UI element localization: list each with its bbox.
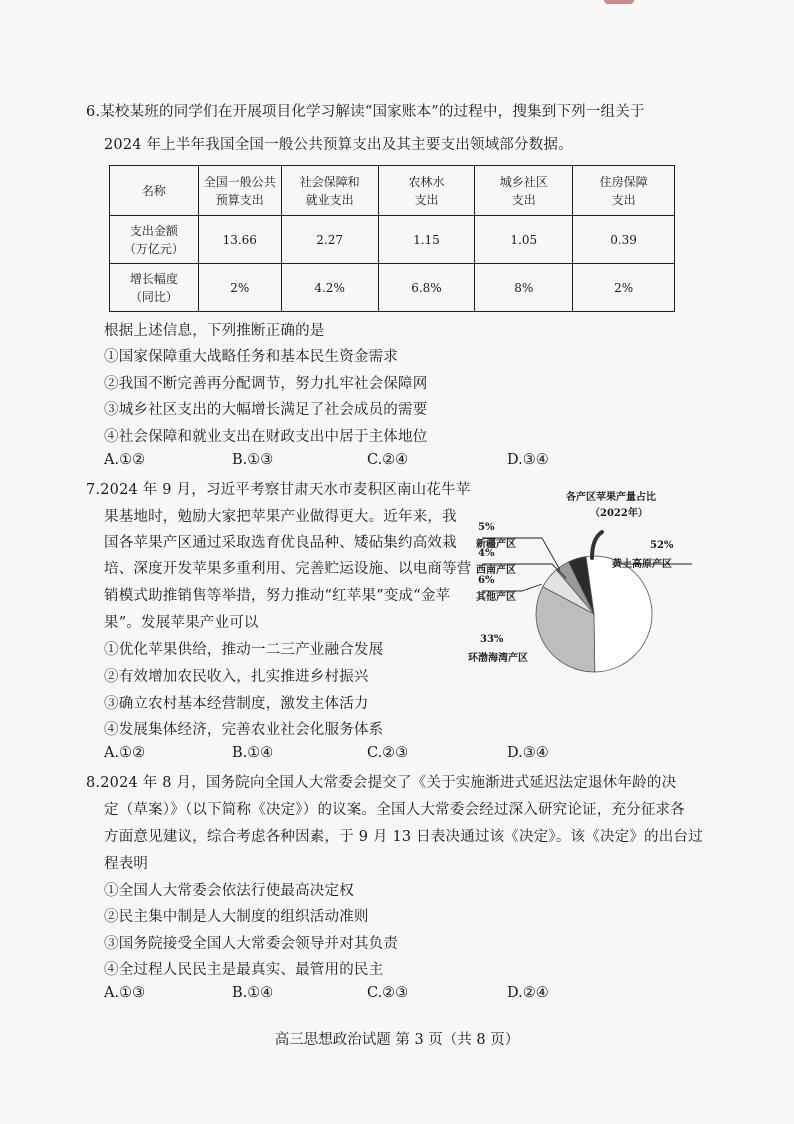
table-header-cell: 社会保障和 就业支出 (281, 166, 378, 216)
chart-title: 各产区苹果产量占比 (566, 492, 656, 503)
table-header-cell: 城乡社区 支出 (475, 166, 573, 216)
table-header-cell: 农林水 支出 (378, 166, 475, 216)
q7-stem-line-3: 国各苹果产区通过采取选育优良品种、矮砧集约高效栽 (104, 535, 457, 551)
label-loess-name: 黄土高原产区 (612, 559, 672, 570)
q8-item-4: ④全过程人民民主是最真实、最管用的民主 (104, 962, 384, 978)
q7-stem-line-5: 销模式助推销售等举措，努力推动“红苹果”变成“金苹 (104, 588, 451, 604)
option-d[interactable]: D.③④ (507, 452, 549, 468)
option-a[interactable]: A.①② (104, 452, 146, 468)
q6-data-table (109, 165, 675, 312)
option-b[interactable]: B.①④ (232, 745, 274, 761)
q8-stem-line-2: 定（草案）》（以下简称《决定》）的议案。全国人大常委会经过深入研究论证，充分征求各 (104, 802, 685, 818)
table-cell: 1.05 (475, 216, 573, 264)
q8-item-1: ①全国人大常委会依法行使最高决定权 (104, 883, 354, 899)
chart-subtitle: （2022年） (590, 508, 648, 519)
option-c[interactable]: C.②③ (367, 985, 409, 1001)
q6-item-1: ①国家保障重大战略任务和基本民生资金需求 (104, 349, 398, 365)
table-row-label: 支出金额 （万亿元） (110, 216, 199, 264)
table-cell: 2% (573, 264, 675, 312)
q6-prompt: 根据上述信息，下列推断正确的是 (104, 323, 325, 339)
label-southwest-value: 4% (478, 548, 495, 559)
table-cell: 8% (475, 264, 573, 312)
table-cell: 0.39 (573, 216, 675, 264)
table-row-growth (110, 264, 675, 312)
table-header-cell: 住房保障 支出 (573, 166, 675, 216)
table-cell: 1.15 (378, 216, 475, 264)
pie-svg (462, 486, 692, 676)
option-c[interactable]: C.②④ (367, 452, 409, 468)
table-header-row (110, 166, 675, 216)
table-cell: 6.8% (378, 264, 475, 312)
option-d[interactable]: D.③④ (507, 745, 549, 761)
q7-item-2: ②有效增加农民收入，扎实推进乡村振兴 (104, 669, 369, 685)
table-row-label: 增长幅度 （同比） (110, 264, 199, 312)
q8-item-3: ③国务院接受全国人大常委会领导并对其负责 (104, 936, 398, 952)
label-bohai-value: 33% (480, 634, 504, 645)
apple-production-pie-chart (462, 486, 692, 676)
q8-item-2: ②民主集中制是人大制度的组织活动准则 (104, 909, 369, 925)
table-cell: 13.66 (198, 216, 281, 264)
q7-item-1: ①优化苹果供给，推动一二三产业融合发展 (104, 642, 384, 658)
q6-item-4: ④社会保障和就业支出在财政支出中居于主体地位 (104, 429, 428, 445)
q6-stem-line-1: 6.某校某班的同学们在开展项目化学习解读“国家账本”的过程中，搜集到下列一组关于 (86, 104, 645, 120)
label-other-name: 其他产区 (476, 592, 516, 603)
label-loess-value: 52% (650, 540, 674, 551)
table-cell: 2% (198, 264, 281, 312)
q8-stem-line-1: 8.2024 年 8 月，国务院向全国人大常委会提交了《关于实施渐进式延迟法定退休年龄的决 (86, 775, 677, 791)
label-xinjiang-value: 5% (478, 522, 495, 533)
q7-stem-line-4: 培、深度开发苹果多重利用、完善贮运设施、以电商等营 (104, 561, 472, 577)
q6-stem-line-2: 2024 年上半年我国全国一般公共预算支出及其主要支出领域部分数据。 (104, 137, 573, 153)
option-b[interactable]: B.①④ (232, 985, 274, 1001)
label-southwest-name: 西南产区 (476, 565, 516, 576)
label-bohai-name: 环渤海湾产区 (468, 653, 528, 664)
table-header-cell: 全国一般公共 预算支出 (198, 166, 281, 216)
table-cell: 2.27 (281, 216, 378, 264)
q7-stem-line-6: 果”。发展苹果产业可以 (104, 615, 259, 631)
q6-item-2: ②我国不断完善再分配调节，努力扎牢社会保障网 (104, 376, 428, 392)
apple-stem-icon (592, 532, 602, 558)
slice-loess (586, 556, 652, 672)
page-footer: 高三思想政治试题 第 3 页（共 8 页） (274, 1032, 520, 1048)
table-row-amount (110, 216, 675, 264)
option-a[interactable]: A.①③ (104, 985, 146, 1001)
label-xinjiang-name: 新疆产区 (476, 539, 516, 550)
q7-stem-line-2: 果基地时，勉励大家把苹果产业做得更大。近年来，我 (104, 509, 457, 525)
table-corner-cell: 名称 (110, 166, 199, 216)
q8-stem-line-3: 方面意见建议，综合考虑各种因素，于 9 月 13 日表决通过该《决定》。该《决定》的出台过 (104, 829, 703, 845)
binding-mark (604, 0, 634, 4)
label-other-value: 6% (478, 575, 495, 586)
option-a[interactable]: A.①② (104, 745, 146, 761)
option-c[interactable]: C.②③ (367, 745, 409, 761)
q6-item-3: ③城乡社区支出的大幅增长满足了社会成员的需要 (104, 402, 428, 418)
q7-item-4: ④发展集体经济，完善农业社会化服务体系 (104, 722, 384, 738)
q8-stem-line-4: 程表明 (104, 856, 149, 872)
table-cell: 4.2% (281, 264, 378, 312)
option-b[interactable]: B.①③ (232, 452, 274, 468)
q7-item-3: ③确立农村基本经营制度，激发主体活力 (104, 696, 369, 712)
q7-stem-line-1: 7.2024 年 9 月，习近平考察甘肃天水市麦积区南山花牛苹 (86, 482, 471, 498)
option-d[interactable]: D.②④ (507, 985, 549, 1001)
